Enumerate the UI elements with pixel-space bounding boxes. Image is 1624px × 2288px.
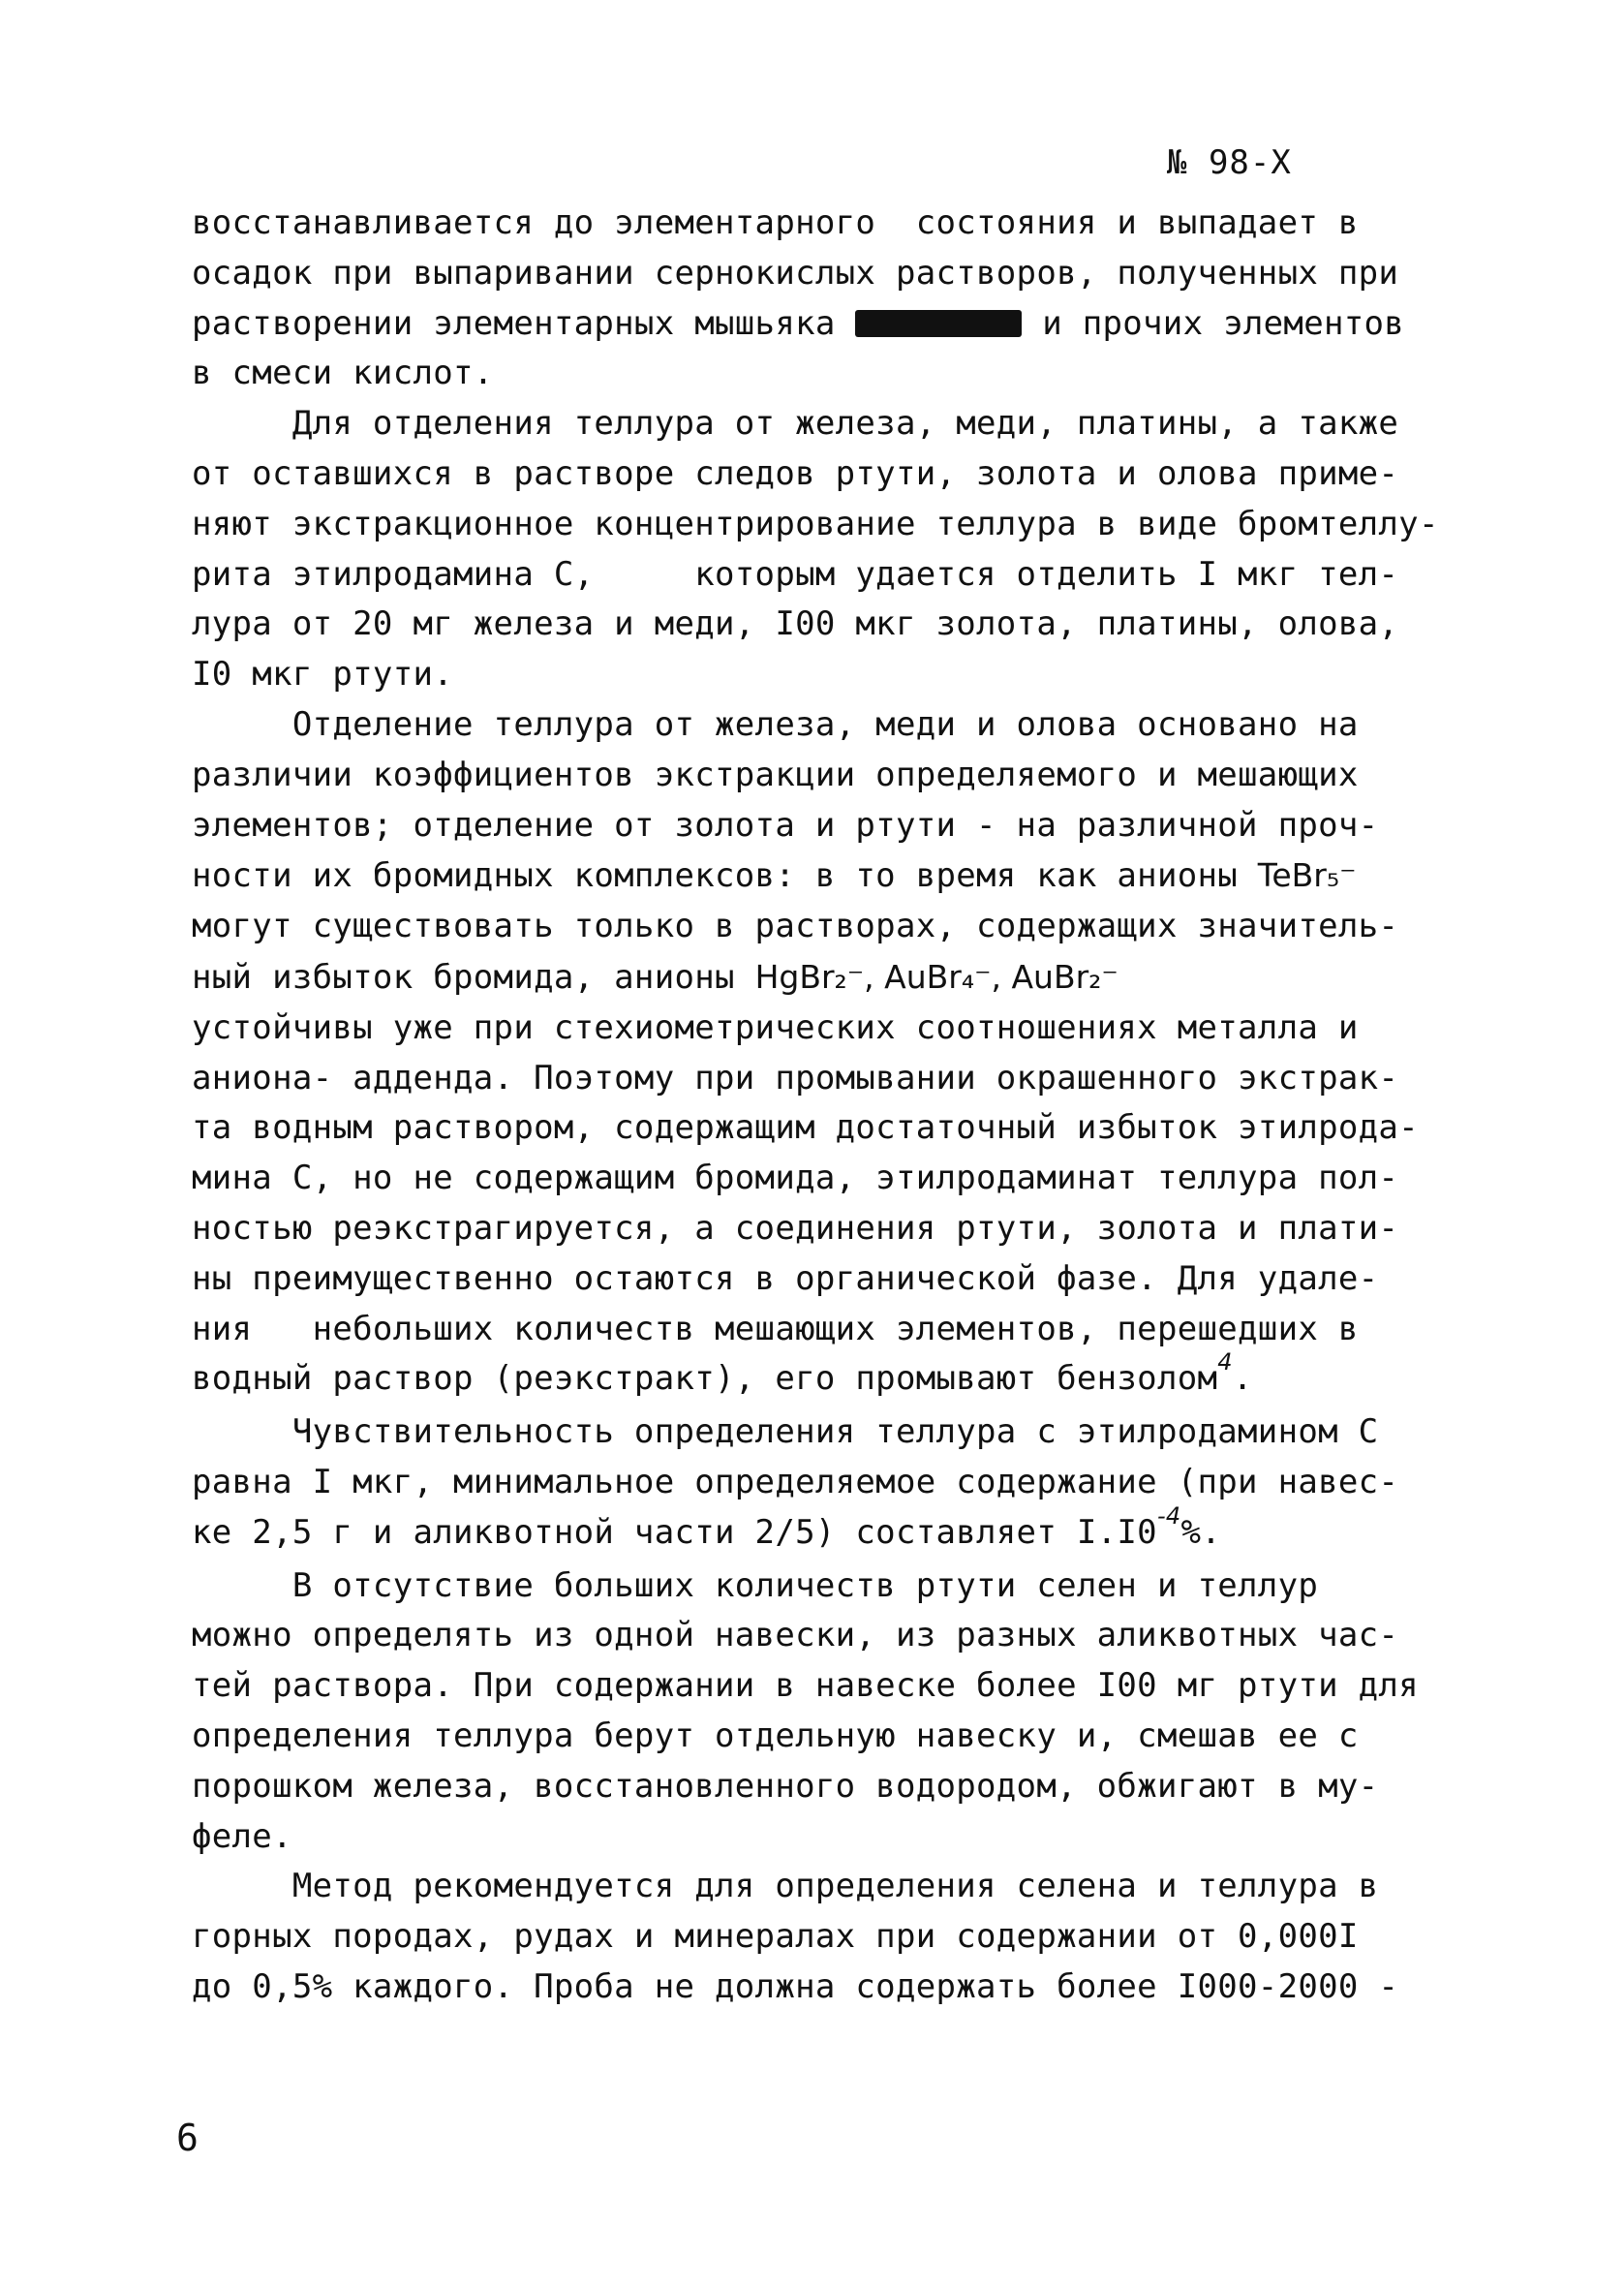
page-number: 6 [176,2117,199,2159]
text-line: Чувствительность определения теллура с этилродамином С [192,1412,1379,1452]
paragraph-4 [192,1407,1499,1561]
text-line: Метод рекомендуется для определения селена и теллура в [192,1867,1379,1906]
text-line: Для отделения теллура от железа, меди, платины, а также [192,404,1399,444]
text-line: ния небольших количеств мешающих элементов, перешедших в [192,1309,1359,1348]
handwritten-formula-tebr: TeBr₅⁻ [1257,856,1357,895]
text-line: феле. [192,1816,292,1856]
text-line: аниона- аддендa. Поэтому при промывании окрашенного экстрак- [192,1058,1399,1098]
handwritten-formula-anions: HgBr₂⁻, AuBr₄⁻, AuBr₂⁻ [754,957,1118,996]
text-line: I0 мкг ртути. [192,655,454,695]
redaction-bar [855,310,1022,337]
text-line: в смеси кислот. [192,354,494,393]
text-line [192,850,1499,902]
text-line: ностью реэкстрагируется, а соединения ртути, золота и плати- [192,1208,1399,1248]
text-line: элементов; отделение от золота и ртути - на различной проч- [192,805,1379,845]
text-line: В отсутствие больших количеств ртути селен и теллур [192,1565,1319,1605]
text-segment: растворении элементарных мышьяка [192,303,836,343]
text-line: равна I мкг, минимальное определяемое содержание (при навес- [192,1462,1399,1501]
paragraph-1 [192,199,1499,399]
text-line: от оставшихся в растворе следов ртути, золота и олова приме- [192,453,1399,493]
footnote-reference: 4 [1217,1348,1233,1376]
text-line: порошком железа, восстановленного водородом, обжигают в му- [192,1766,1379,1806]
text-line: мина С, но не содержащим бромида, этилродаминат теллура пол- [192,1159,1399,1198]
exponent: -4 [1156,1501,1181,1530]
text-line: осадок при выпаривании сернокислых растворов, полученных при [192,253,1399,293]
text-line: могут существовать только в растворах, содержащих значитель- [192,907,1399,946]
document-number: № 98-Х [1167,143,1292,182]
text-line [192,299,1499,350]
text-line: няют экстракционное концентрирование теллура в виде бромтеллу- [192,504,1439,543]
text-line: горных породах, рудах и минералах при содержании от 0,000I [192,1917,1359,1957]
text-line: различии коэффициентов экстракции определяемого и мешающих [192,755,1359,794]
text-line: ны преимущественно остаются в органической фазе. Для удале- [192,1258,1379,1298]
paragraph-2 [192,399,1499,700]
text-segment: . [1232,1359,1253,1399]
text-line [192,1501,1499,1561]
text-line: можно определять из одной навески, из разных аликвотных час- [192,1616,1399,1655]
text-line: определения теллура берут отдельную навеску и, смешав ее с [192,1716,1359,1755]
text-line: Отделение теллура от железа, меди и олова основано на [192,704,1359,744]
text-line: тей раствора. При содержании в навеске более I00 мг ртути для [192,1666,1419,1706]
text-segment: ный избыток бромида, анионы [192,957,755,997]
text-segment: %. [1180,1512,1222,1552]
text-line: восстанавливается до элементарного состояния и выпадает в [192,203,1359,242]
text-line: до 0,5% каждого. Проба не должна содержать более I000-2000 - [192,1966,1399,2006]
text-segment: ности их бромидных комплексов: в то время как анионы [192,856,1258,896]
paragraph-6 [192,1862,1499,2012]
text-line: лура от 20 мг железа и меди, I00 мкг золота, платины, олова, [192,604,1399,644]
document-body [192,199,1499,2013]
text-line [192,952,1499,1004]
paragraph-5 [192,1561,1499,1863]
text-line: рита этилродамина С, которым удается отделить I мкг тел- [192,554,1399,594]
text-segment: и прочих элементов [1022,303,1405,343]
paragraph-3 [192,700,1499,1407]
text-segment: ке 2,5 г и аликвотной части 2/5) составляет I.I0 [192,1512,1157,1552]
text-line: та водным раствором, содержащим достаточный избыток этилрода- [192,1108,1419,1148]
text-line [192,1348,1499,1407]
text-line: устойчивы уже при стехиометрических соотношениях металла и [192,1007,1359,1047]
text-segment: водный раствор (реэкстракт), его промывают бензолом [192,1359,1218,1399]
